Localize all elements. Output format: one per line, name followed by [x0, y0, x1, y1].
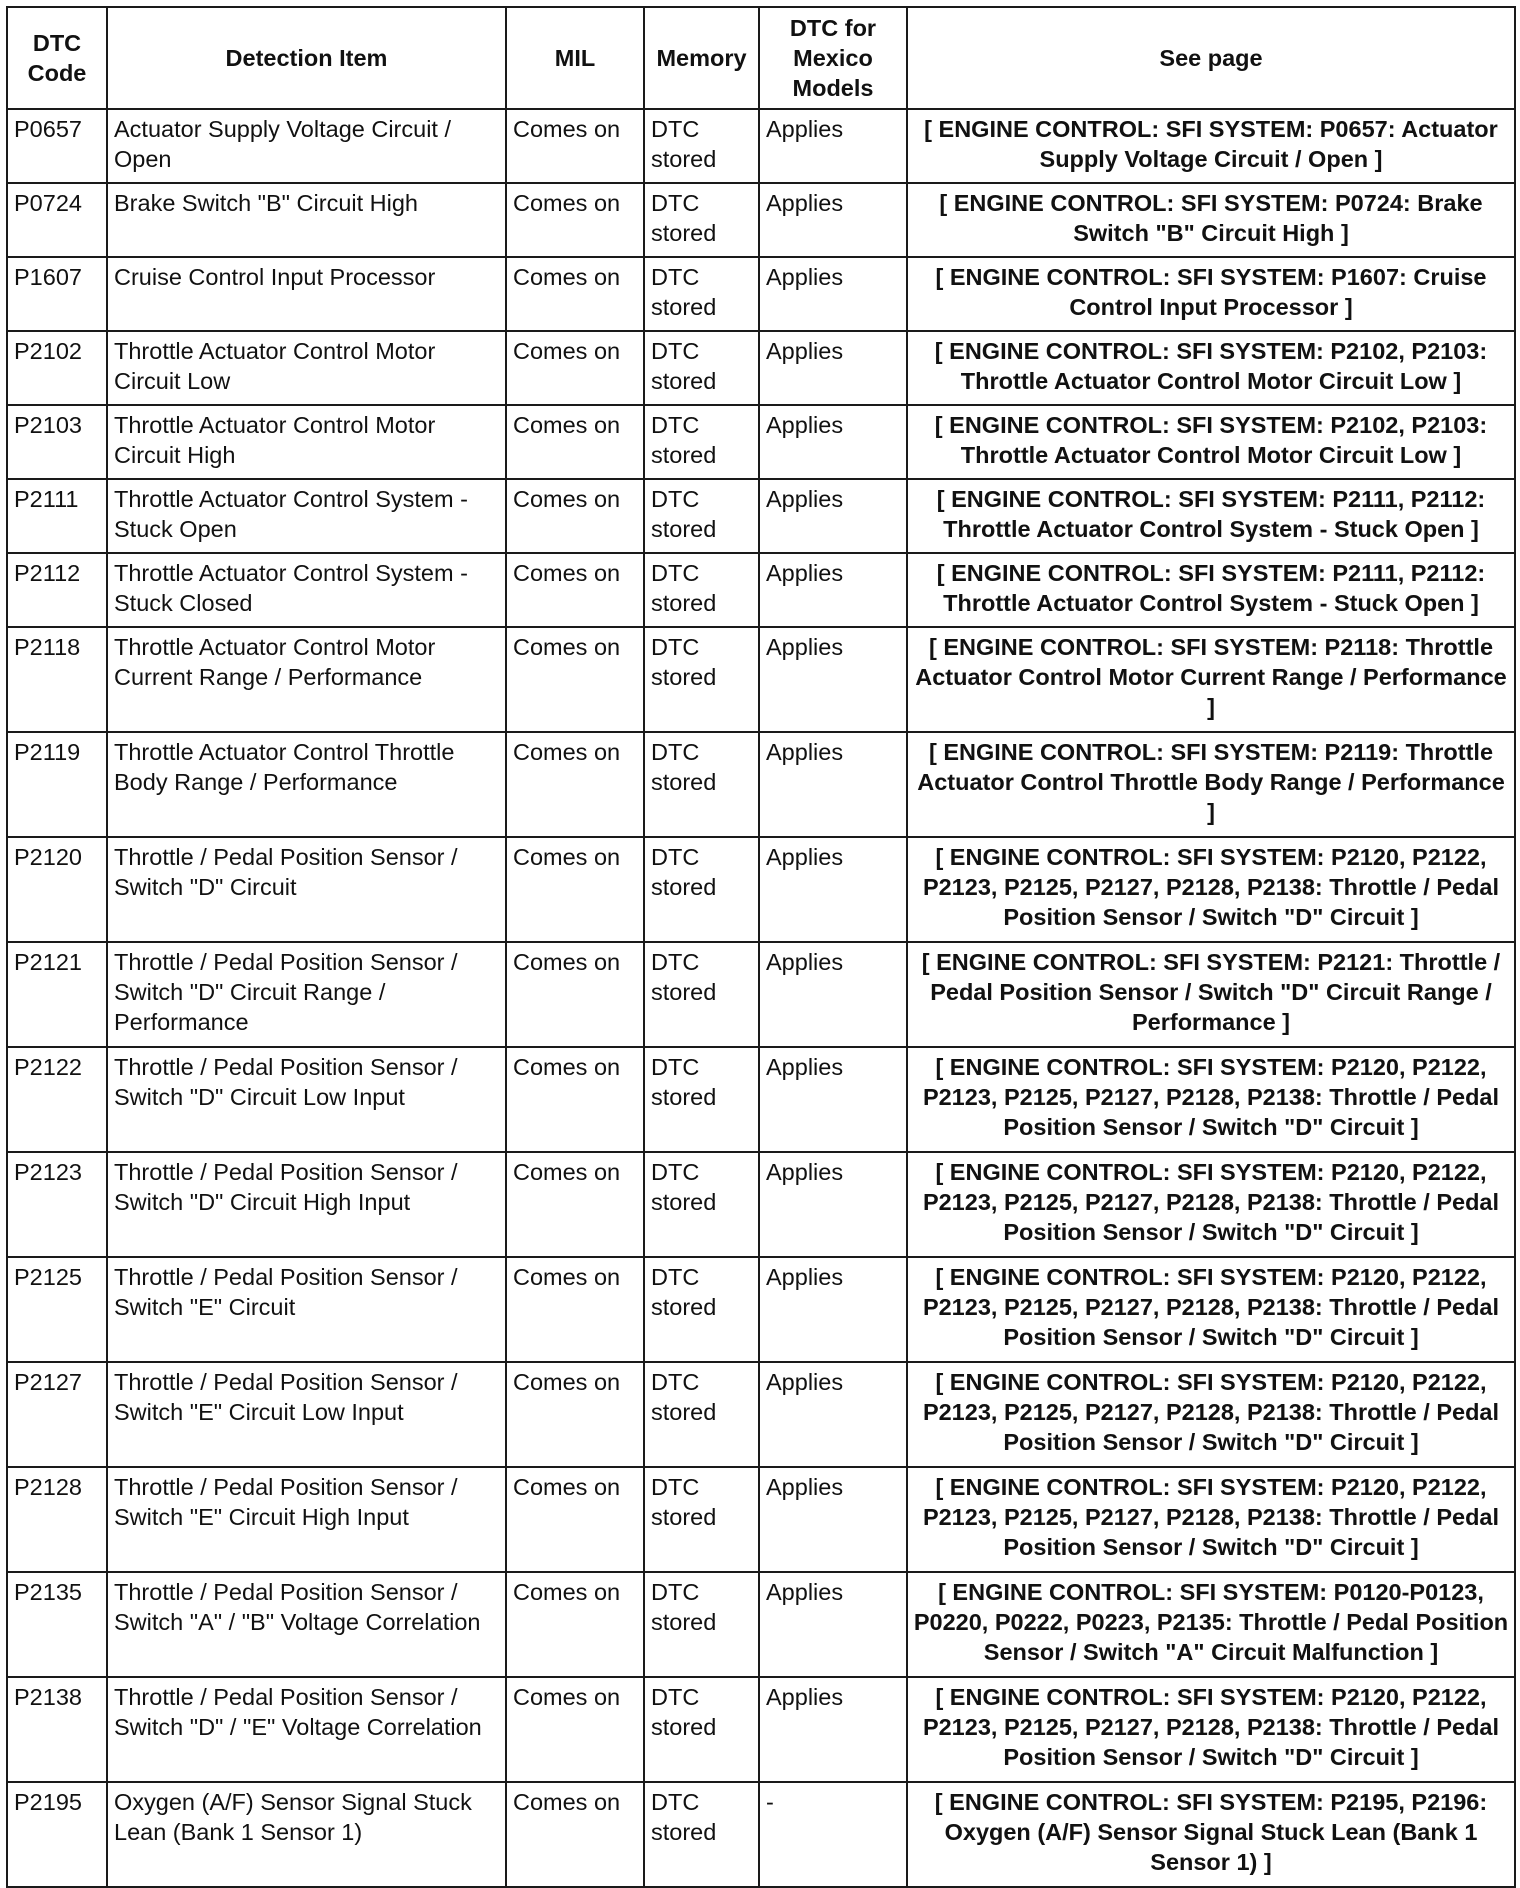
mexico-cell: Applies	[759, 627, 907, 732]
mexico-cell: Applies	[759, 1047, 907, 1152]
memory-cell: DTC stored	[644, 1782, 759, 1887]
detection-item-cell: Throttle Actuator Control Throttle Body Range / Performance	[107, 732, 506, 837]
dtc-code-cell: P2111	[7, 479, 107, 553]
memory-cell: DTC stored	[644, 1572, 759, 1677]
mexico-cell: Applies	[759, 942, 907, 1047]
table-row	[7, 1257, 1515, 1362]
see-page-link[interactable]: [ ENGINE CONTROL: SFI SYSTEM: P2111, P2112: Throttle Actuator Control System - Stuck Open ]	[907, 479, 1515, 553]
mexico-cell: Applies	[759, 183, 907, 257]
detection-item-cell: Throttle / Pedal Position Sensor / Switch "E" Circuit Low Input	[107, 1362, 506, 1467]
header-memory: Memory	[644, 7, 759, 109]
dtc-code-cell: P2122	[7, 1047, 107, 1152]
see-page-link[interactable]: [ ENGINE CONTROL: SFI SYSTEM: P0657: Actuator Supply Voltage Circuit / Open ]	[907, 109, 1515, 183]
table-row	[7, 627, 1515, 732]
mil-cell: Comes on	[506, 1257, 644, 1362]
memory-cell: DTC stored	[644, 405, 759, 479]
dtc-code-cell: P2135	[7, 1572, 107, 1677]
memory-cell: DTC stored	[644, 942, 759, 1047]
mil-cell: Comes on	[506, 627, 644, 732]
mil-cell: Comes on	[506, 1047, 644, 1152]
see-page-link[interactable]: [ ENGINE CONTROL: SFI SYSTEM: P2111, P2112: Throttle Actuator Control System - Stuck Open ]	[907, 553, 1515, 627]
see-page-link[interactable]: [ ENGINE CONTROL: SFI SYSTEM: P2120, P2122, P2123, P2125, P2127, P2128, P2138: Throttle / Pedal Position Sensor / Switch "D" Circuit ]	[907, 1257, 1515, 1362]
dtc-code-cell: P2102	[7, 331, 107, 405]
dtc-code-cell: P2120	[7, 837, 107, 942]
detection-item-cell: Throttle / Pedal Position Sensor / Switch "D" Circuit High Input	[107, 1152, 506, 1257]
detection-item-cell: Brake Switch "B" Circuit High	[107, 183, 506, 257]
see-page-link[interactable]: [ ENGINE CONTROL: SFI SYSTEM: P1607: Cruise Control Input Processor ]	[907, 257, 1515, 331]
see-page-link[interactable]: [ ENGINE CONTROL: SFI SYSTEM: P2118: Throttle Actuator Control Motor Current Range / Performance ]	[907, 627, 1515, 732]
table-row	[7, 1572, 1515, 1677]
detection-item-cell: Oxygen (A/F) Sensor Signal Stuck Lean (Bank 1 Sensor 1)	[107, 1782, 506, 1887]
header-detection-item: Detection Item	[107, 7, 506, 109]
mil-cell: Comes on	[506, 183, 644, 257]
mil-cell: Comes on	[506, 942, 644, 1047]
table-row	[7, 1047, 1515, 1152]
mexico-cell: Applies	[759, 553, 907, 627]
dtc-code-cell: P2121	[7, 942, 107, 1047]
dtc-code-cell: P2195	[7, 1782, 107, 1887]
memory-cell: DTC stored	[644, 109, 759, 183]
memory-cell: DTC stored	[644, 257, 759, 331]
mil-cell: Comes on	[506, 331, 644, 405]
table-row	[7, 1152, 1515, 1257]
mil-cell: Comes on	[506, 1782, 644, 1887]
detection-item-cell: Throttle / Pedal Position Sensor / Switch "D" Circuit Low Input	[107, 1047, 506, 1152]
memory-cell: DTC stored	[644, 1467, 759, 1572]
mexico-cell: Applies	[759, 405, 907, 479]
table-row	[7, 479, 1515, 553]
mil-cell: Comes on	[506, 732, 644, 837]
see-page-link[interactable]: [ ENGINE CONTROL: SFI SYSTEM: P2120, P2122, P2123, P2125, P2127, P2128, P2138: Throttle / Pedal Position Sensor / Switch "D" Circuit ]	[907, 1152, 1515, 1257]
table-row	[7, 1362, 1515, 1467]
detection-item-cell: Throttle / Pedal Position Sensor / Switch "D" / "E" Voltage Correlation	[107, 1677, 506, 1782]
table-row	[7, 183, 1515, 257]
mexico-cell: Applies	[759, 331, 907, 405]
dtc-code-cell: P0657	[7, 109, 107, 183]
table-row	[7, 1467, 1515, 1572]
mexico-cell: Applies	[759, 479, 907, 553]
detection-item-cell: Throttle / Pedal Position Sensor / Switch "D" Circuit	[107, 837, 506, 942]
dtc-code-cell: P2112	[7, 553, 107, 627]
mexico-cell: Applies	[759, 837, 907, 942]
header-see-page: See page	[907, 7, 1515, 109]
memory-cell: DTC stored	[644, 331, 759, 405]
see-page-link[interactable]: [ ENGINE CONTROL: SFI SYSTEM: P2195, P2196: Oxygen (A/F) Sensor Signal Stuck Lean (Bank 1 Sensor 1) ]	[907, 1782, 1515, 1887]
mil-cell: Comes on	[506, 553, 644, 627]
memory-cell: DTC stored	[644, 183, 759, 257]
mexico-cell: Applies	[759, 1362, 907, 1467]
memory-cell: DTC stored	[644, 1362, 759, 1467]
memory-cell: DTC stored	[644, 732, 759, 837]
mil-cell: Comes on	[506, 1362, 644, 1467]
see-page-link[interactable]: [ ENGINE CONTROL: SFI SYSTEM: P0120-P0123, P0220, P0222, P0223, P2135: Throttle / Pedal Position Sensor / Switch "A" Circuit Malfunction ]	[907, 1572, 1515, 1677]
detection-item-cell: Cruise Control Input Processor	[107, 257, 506, 331]
see-page-link[interactable]: [ ENGINE CONTROL: SFI SYSTEM: P2120, P2122, P2123, P2125, P2127, P2128, P2138: Throttle / Pedal Position Sensor / Switch "D" Circuit ]	[907, 1677, 1515, 1782]
mil-cell: Comes on	[506, 109, 644, 183]
mexico-cell: Applies	[759, 109, 907, 183]
see-page-link[interactable]: [ ENGINE CONTROL: SFI SYSTEM: P2120, P2122, P2123, P2125, P2127, P2128, P2138: Throttle / Pedal Position Sensor / Switch "D" Circuit ]	[907, 1047, 1515, 1152]
dtc-code-cell: P0724	[7, 183, 107, 257]
table-row	[7, 109, 1515, 183]
mexico-cell: Applies	[759, 1572, 907, 1677]
mexico-cell: -	[759, 1782, 907, 1887]
dtc-code-cell: P2119	[7, 732, 107, 837]
dtc-code-cell: P1607	[7, 257, 107, 331]
mil-cell: Comes on	[506, 257, 644, 331]
mil-cell: Comes on	[506, 837, 644, 942]
dtc-code-cell: P2127	[7, 1362, 107, 1467]
table-row	[7, 942, 1515, 1047]
detection-item-cell: Throttle Actuator Control Motor Circuit High	[107, 405, 506, 479]
mil-cell: Comes on	[506, 1677, 644, 1782]
header-mil: MIL	[506, 7, 644, 109]
detection-item-cell: Throttle / Pedal Position Sensor / Switch "E" Circuit	[107, 1257, 506, 1362]
memory-cell: DTC stored	[644, 479, 759, 553]
dtc-code-cell: P2123	[7, 1152, 107, 1257]
see-page-link[interactable]: [ ENGINE CONTROL: SFI SYSTEM: P2120, P2122, P2123, P2125, P2127, P2128, P2138: Throttle / Pedal Position Sensor / Switch "D" Circuit ]	[907, 1362, 1515, 1467]
mil-cell: Comes on	[506, 405, 644, 479]
memory-cell: DTC stored	[644, 1257, 759, 1362]
mexico-cell: Applies	[759, 1152, 907, 1257]
dtc-code-cell: P2118	[7, 627, 107, 732]
dtc-code-cell: P2138	[7, 1677, 107, 1782]
dtc-code-cell: P2103	[7, 405, 107, 479]
memory-cell: DTC stored	[644, 553, 759, 627]
mexico-cell: Applies	[759, 1467, 907, 1572]
table-row	[7, 257, 1515, 331]
table-row	[7, 1782, 1515, 1887]
mil-cell: Comes on	[506, 1572, 644, 1677]
dtc-code-cell: P2125	[7, 1257, 107, 1362]
table-row	[7, 732, 1515, 837]
mexico-cell: Applies	[759, 1677, 907, 1782]
header-dtc-code: DTC Code	[7, 7, 107, 109]
mexico-cell: Applies	[759, 732, 907, 837]
see-page-link[interactable]: [ ENGINE CONTROL: SFI SYSTEM: P2120, P2122, P2123, P2125, P2127, P2128, P2138: Throttle / Pedal Position Sensor / Switch "D" Circuit ]	[907, 1467, 1515, 1572]
detection-item-cell: Throttle / Pedal Position Sensor / Switch "D" Circuit Range / Performance	[107, 942, 506, 1047]
see-page-link[interactable]: [ ENGINE CONTROL: SFI SYSTEM: P2119: Throttle Actuator Control Throttle Body Range / Performance ]	[907, 732, 1515, 837]
table-row	[7, 553, 1515, 627]
mil-cell: Comes on	[506, 479, 644, 553]
detection-item-cell: Throttle Actuator Control System - Stuck Open	[107, 479, 506, 553]
memory-cell: DTC stored	[644, 1152, 759, 1257]
dtc-code-cell: P2128	[7, 1467, 107, 1572]
see-page-link[interactable]: [ ENGINE CONTROL: SFI SYSTEM: P2102, P2103: Throttle Actuator Control Motor Circuit Low ]	[907, 405, 1515, 479]
detection-item-cell: Throttle / Pedal Position Sensor / Switch "E" Circuit High Input	[107, 1467, 506, 1572]
header-mexico-models: DTC for Mexico Models	[759, 7, 907, 109]
memory-cell: DTC stored	[644, 1677, 759, 1782]
see-page-link[interactable]: [ ENGINE CONTROL: SFI SYSTEM: P2120, P2122, P2123, P2125, P2127, P2128, P2138: Throttle / Pedal Position Sensor / Switch "D" Circuit ]	[907, 837, 1515, 942]
see-page-link[interactable]: [ ENGINE CONTROL: SFI SYSTEM: P2121: Throttle / Pedal Position Sensor / Switch "D" Circuit Range / Performance ]	[907, 942, 1515, 1047]
table-row	[7, 331, 1515, 405]
header-row	[7, 7, 1515, 109]
see-page-link[interactable]: [ ENGINE CONTROL: SFI SYSTEM: P2102, P2103: Throttle Actuator Control Motor Circuit Low ]	[907, 331, 1515, 405]
mil-cell: Comes on	[506, 1467, 644, 1572]
memory-cell: DTC stored	[644, 627, 759, 732]
table-row	[7, 1677, 1515, 1782]
dtc-table	[6, 6, 1516, 1888]
detection-item-cell: Throttle Actuator Control Motor Circuit Low	[107, 331, 506, 405]
memory-cell: DTC stored	[644, 1047, 759, 1152]
table-row	[7, 405, 1515, 479]
detection-item-cell: Throttle Actuator Control System - Stuck Closed	[107, 553, 506, 627]
mil-cell: Comes on	[506, 1152, 644, 1257]
detection-item-cell: Actuator Supply Voltage Circuit / Open	[107, 109, 506, 183]
table-row	[7, 837, 1515, 942]
detection-item-cell: Throttle Actuator Control Motor Current Range / Performance	[107, 627, 506, 732]
mexico-cell: Applies	[759, 257, 907, 331]
mexico-cell: Applies	[759, 1257, 907, 1362]
detection-item-cell: Throttle / Pedal Position Sensor / Switch "A" / "B" Voltage Correlation	[107, 1572, 506, 1677]
see-page-link[interactable]: [ ENGINE CONTROL: SFI SYSTEM: P0724: Brake Switch "B" Circuit High ]	[907, 183, 1515, 257]
memory-cell: DTC stored	[644, 837, 759, 942]
